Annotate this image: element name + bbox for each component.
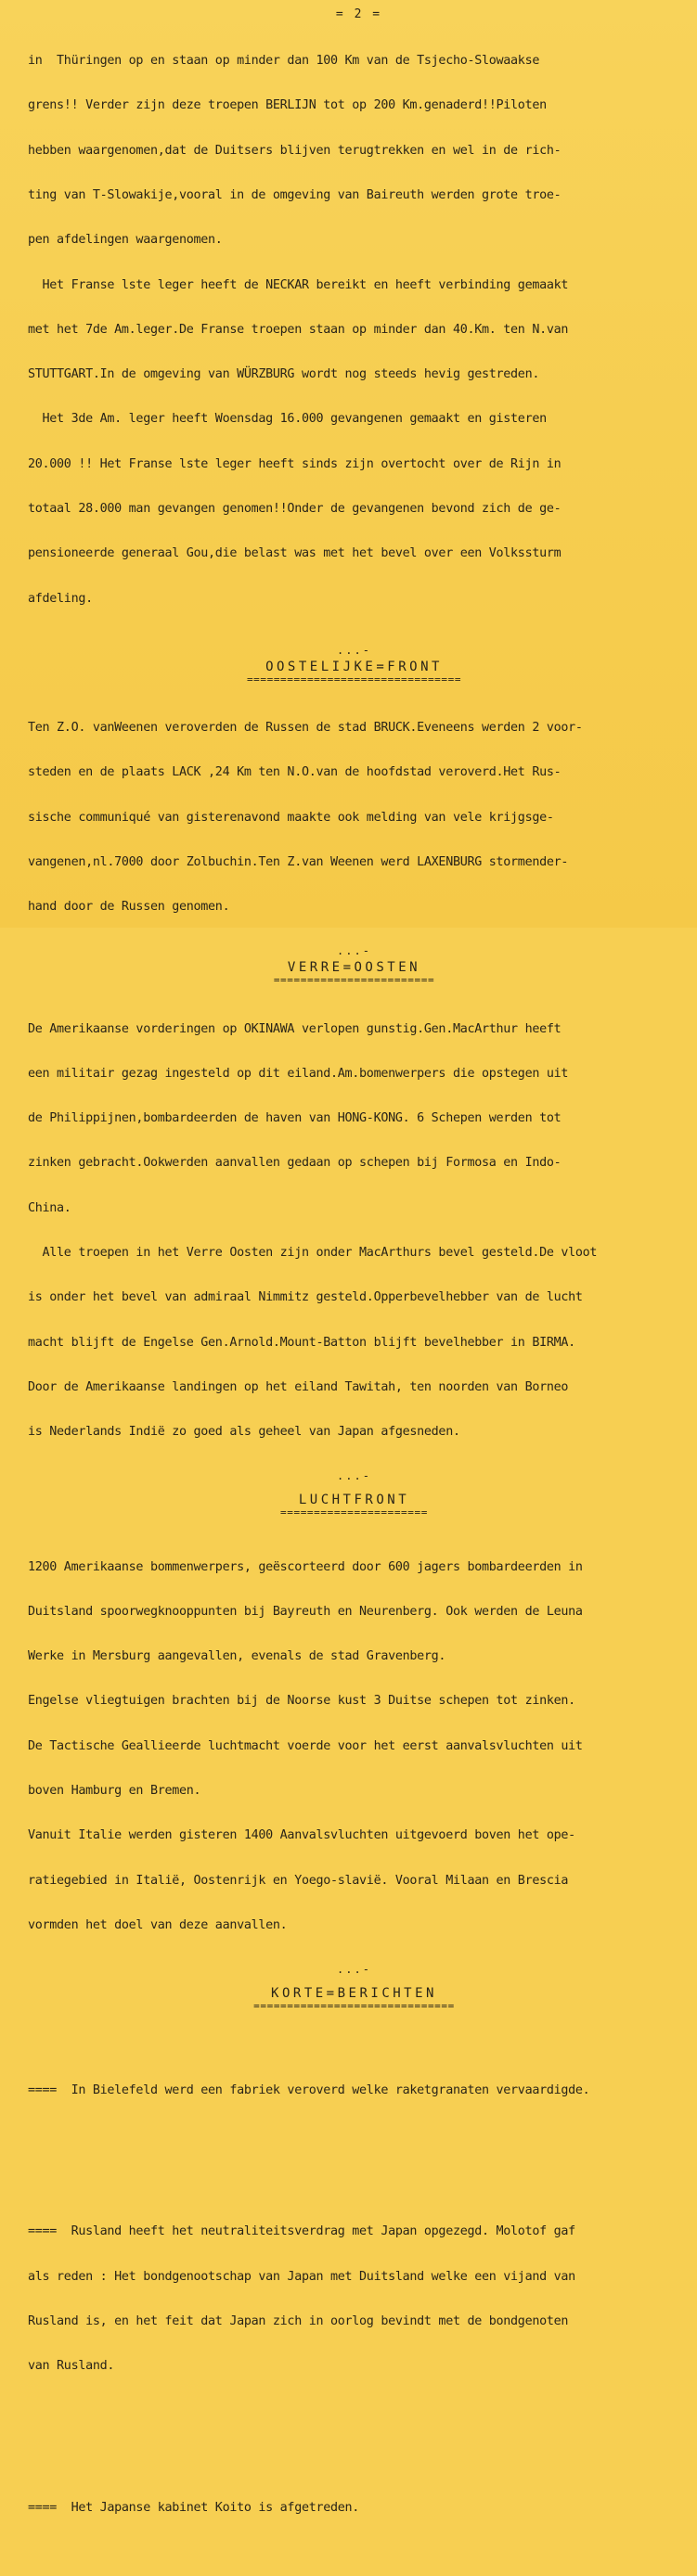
section-heading-block <box>19 1983 690 2013</box>
section-heading: OOSTELIJKE=FRONT <box>265 659 443 674</box>
text-line: 20.000 !! Het Franse lste leger heeft sinds zijn overtocht over de Rijn in <box>28 456 561 471</box>
section-separator: ...- <box>337 1963 371 1977</box>
text-line: ==== Rusland heeft het neutraliteitsverdrag met Japan opgezegd. Molotof gaf <box>28 2224 575 2239</box>
text-line: Door de Amerikaanse landingen op het eiland Tawitah, ten noorden van Borneo <box>28 1379 569 1394</box>
text-line: macht blijft de Engelse Gen.Arnold.Mount-Batton blijft bevelhebber in BIRMA. <box>28 1335 575 1350</box>
text-line: Rusland is, en het feit dat Japan zich in oorlog bevindt met de bondgenoten <box>28 2313 569 2328</box>
text-line: ==== Het Japanse kabinet Koito is afgetreden. <box>28 2501 360 2516</box>
text-line: van Rusland. <box>28 2359 115 2374</box>
oostelijk-front-paragraph <box>28 691 690 945</box>
page-number: = 2 = <box>335 7 382 21</box>
text-line: Vanuit Italie werden gisteren 1400 Aanvalsvluchten uitgevoerd boven het ope- <box>28 1828 575 1843</box>
section-separator: ...- <box>337 643 371 657</box>
text-line: China. <box>28 1200 71 1215</box>
text-line: STUTTGART.In de omgeving van WÜRZBURG wordt nog steeds hevig gestreden. <box>28 367 540 382</box>
text-line: de Philippijnen,bombardeerden de haven van HONG-KONG. 6 Schepen werden tot <box>28 1111 561 1126</box>
text-line: ==== In Bielefeld werd een fabriek veroverd welke raketgranaten vervaardigde. <box>28 2083 590 2097</box>
text-line: als reden : Het bondgenootschap van Japan met Duitsland welke een vijand van <box>28 2269 575 2284</box>
text-line: zinken gebracht.Ookwerden aanvallen gedaan op schepen bij Formosa en Indo- <box>28 1156 561 1171</box>
section-heading-block <box>19 957 690 987</box>
text-line: Het 3de Am. leger heeft Woensdag 16.000 gevangenen gemaakt en gisteren <box>28 412 547 427</box>
text-line: ting van T-Slowakije,vooral in de omgeving van Baireuth werden grote troe- <box>28 188 561 203</box>
section-heading-block <box>19 1490 690 1517</box>
text-line: pen afdelingen waargenomen. <box>28 233 223 248</box>
text-line: Engelse vliegtuigen brachten bij de Noorse kust 3 Duitse schepen tot zinken. <box>28 1694 575 1709</box>
text-line: grens!! Verder zijn deze troepen BERLIJN tot op 200 Km.genaderd!!Piloten <box>28 98 547 113</box>
text-line: in Thüringen op en staan op minder dan 100 Km van de Tsjecho-Slowaakse <box>28 54 540 69</box>
section-heading: KORTE=BERICHTEN <box>271 1986 437 2002</box>
text-line: totaal 28.000 man gevangen genomen!!Onder de gevangenen bevond zich de ge- <box>28 502 561 516</box>
text-line: Het Franse lste leger heeft de NECKAR bereikt en heeft verbinding gemaakt <box>28 277 569 292</box>
text-line: hand door de Russen genomen. <box>28 900 230 915</box>
text-line: De Amerikaanse vorderingen op OKINAWA verlopen gunstig.Gen.MacArthur heeft <box>28 1021 561 1036</box>
text-line: vangenen,nl.7000 door Zolbuchin.Ten Z.van Weenen werd LAXENBURG stormender- <box>28 854 569 869</box>
heading-underline: ====================== <box>280 1506 428 1519</box>
text-line: vormden het doel van deze aanvallen. <box>28 1917 288 1932</box>
text-line: hebben waargenomen,dat de Duitsers blijven terugtrekken en wel in de rich- <box>28 143 561 158</box>
list-item <box>28 2053 690 2127</box>
section-heading-block <box>19 657 690 684</box>
section-heading: VERRE=OOSTEN <box>287 960 421 976</box>
text-line: sische communiqué van gisterenavond maakte ook melding van vele krijgsge- <box>28 810 554 825</box>
luchtfront-paragraph <box>28 1530 690 1963</box>
list-item <box>28 2195 690 2403</box>
list-item <box>28 2471 690 2545</box>
intro-paragraph <box>28 24 690 636</box>
text-line: is onder het bevel van admiraal Nimmitz gesteld.Opperbevelhebber van de lucht <box>28 1290 583 1305</box>
heading-underline: ======================== <box>273 974 435 987</box>
heading-underline: ================================ <box>246 673 462 686</box>
text-line: is Nederlands Indië zo goed als geheel van Japan afgesneden. <box>28 1425 460 1440</box>
text-line: Alle troepen in het Verre Oosten zijn onder MacArthurs bevel gesteld.De vloot <box>28 1246 598 1261</box>
text-line: pensioneerde generaal Gou,die belast was met het bevel over een Volkssturm <box>28 546 561 561</box>
text-line: ratiegebied in Italië, Oostenrijk en Yoego-slavië. Vooral Milaan en Brescia <box>28 1873 569 1888</box>
text-line: Duitsland spoorwegknooppunten bij Bayreuth en Neurenberg. Ook werden de Leuna <box>28 1604 583 1619</box>
text-line: De Tactische Geallieerde luchtmacht voerde voor het eerst aanvalsvluchten uit <box>28 1738 583 1753</box>
section-separator: ...- <box>337 1469 371 1483</box>
verre-oosten-paragraph <box>28 992 690 1469</box>
text-line: afdeling. <box>28 591 93 606</box>
text-line: boven Hamburg en Bremen. <box>28 1784 201 1799</box>
section-separator: ...- <box>337 944 371 958</box>
text-line: 1200 Amerikaanse bommenwerpers, geëscorteerd door 600 jagers bombardeerden in <box>28 1559 583 1574</box>
heading-underline: ============================== <box>253 2000 455 2013</box>
text-line: Werke in Mersburg aangevallen, evenals de stad Gravenberg. <box>28 1649 446 1664</box>
text-line: een militair gezag ingesteld op dit eiland.Am.bomenwerpers die opstegen uit <box>28 1066 569 1081</box>
text-line: steden en de plaats LACK ,24 Km ten N.O.van de hoofdstad veroverd.Het Rus- <box>28 765 561 780</box>
text-line: Ten Z.O. vanWeenen veroverden de Russen de stad BRUCK.Eveneens werden 2 voor- <box>28 721 583 736</box>
section-heading: LUCHTFRONT <box>298 1493 410 1508</box>
korte-berichten-list <box>28 2023 690 2575</box>
text-line: met het 7de Am.leger.De Franse troepen staan op minder dan 40.Km. ten N.van <box>28 322 569 337</box>
